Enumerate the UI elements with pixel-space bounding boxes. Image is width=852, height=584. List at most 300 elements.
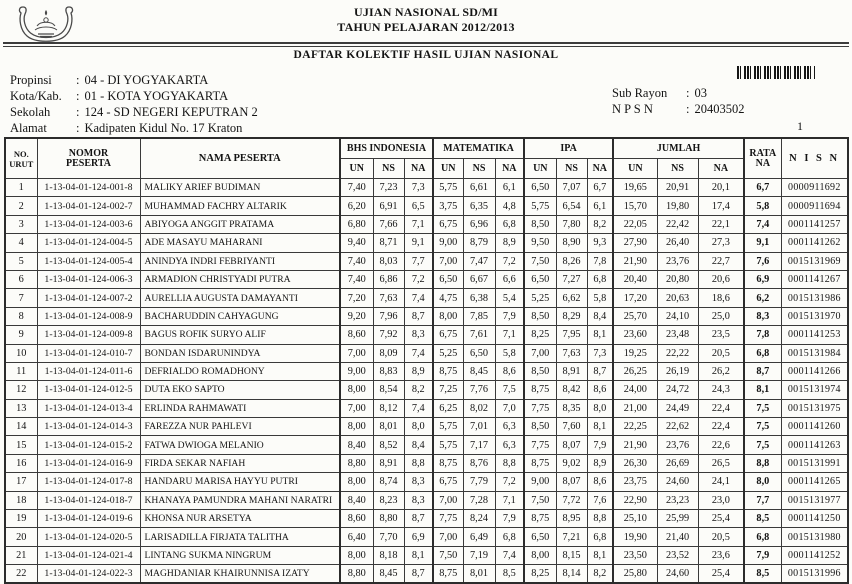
cell-jml-un: 17,20 — [613, 289, 657, 307]
cell-mat-ns: 7,76 — [463, 381, 495, 399]
cell-nama-peserta: BONDAN ISDARUNINDYA — [140, 344, 340, 362]
cell-mat-ns: 6,61 — [463, 179, 495, 197]
cell-bi-na: 8,7 — [404, 510, 433, 528]
cell-bi-ns: 8,45 — [373, 565, 404, 583]
cell-rata-na: 6,8 — [744, 344, 781, 362]
cell-mat-un: 6,25 — [433, 399, 463, 417]
cell-ipa-na: 6,8 — [587, 528, 613, 546]
cell-ipa-ns: 8,29 — [556, 307, 587, 325]
table-row — [5, 454, 848, 472]
cell-ipa-un: 6,50 — [524, 528, 556, 546]
cell-bi-ns: 8,74 — [373, 473, 404, 491]
cell-bi-na: 8,4 — [404, 436, 433, 454]
cell-nomor-peserta: 1-13-04-01-124-015-2 — [37, 436, 140, 454]
cell-mat-na: 4,8 — [495, 197, 524, 215]
cell-bi-ns: 7,66 — [373, 215, 404, 233]
table-row — [5, 491, 848, 509]
sub-header-bi-un: UN — [340, 159, 373, 179]
cell-bi-ns: 8,83 — [373, 362, 404, 380]
cell-rata-na: 6,7 — [744, 179, 781, 197]
cell-ipa-un: 8,50 — [524, 307, 556, 325]
cell-no-urut: 6 — [5, 270, 37, 288]
cell-ipa-ns: 6,62 — [556, 289, 587, 307]
col-group-matematika: MATEMATIKA — [433, 138, 524, 159]
cell-nomor-peserta: 1-13-04-01-124-014-3 — [37, 418, 140, 436]
cell-mat-un: 8,75 — [433, 454, 463, 472]
alamat-value: Kadipaten Kidul No. 17 Kraton — [84, 121, 243, 135]
table-row — [5, 344, 848, 362]
cell-nomor-peserta: 1-13-04-01-124-018-7 — [37, 491, 140, 509]
cell-mat-na: 6,8 — [495, 215, 524, 233]
cell-bi-un: 7,00 — [340, 344, 373, 362]
table-row — [5, 234, 848, 252]
cell-mat-ns: 8,76 — [463, 454, 495, 472]
cell-bi-ns: 8,09 — [373, 344, 404, 362]
cell-jml-un: 25,80 — [613, 565, 657, 583]
cell-nama-peserta: BACHARUDDIN CAHYAGUNG — [140, 307, 340, 325]
cell-mat-un: 7,25 — [433, 381, 463, 399]
info-row-subrayon — [612, 85, 744, 101]
cell-ipa-ns: 7,60 — [556, 418, 587, 436]
cell-bi-ns: 8,91 — [373, 454, 404, 472]
table-row — [5, 307, 848, 325]
cell-nomor-peserta: 1-13-04-01-124-016-9 — [37, 454, 140, 472]
cell-rata-na: 7,7 — [744, 491, 781, 509]
cell-jml-na: 26,2 — [698, 362, 744, 380]
cell-ipa-na: 8,2 — [587, 215, 613, 233]
cell-jml-na: 20,6 — [698, 270, 744, 288]
sub-header-jml-ns: NS — [657, 159, 698, 179]
cell-jml-na: 25,0 — [698, 307, 744, 325]
exam-title: UJIAN NASIONAL SD/MI — [353, 5, 499, 19]
info-row-sekolah — [10, 104, 258, 120]
page-number: 1 — [797, 119, 803, 133]
cell-bi-ns: 8,18 — [373, 546, 404, 564]
cell-nisn: 0001141266 — [781, 362, 848, 380]
results-body — [5, 179, 848, 584]
cell-ipa-na: 8,6 — [587, 473, 613, 491]
cell-bi-un: 8,00 — [340, 381, 373, 399]
cell-nama-peserta: FIRDA SEKAR NAFIAH — [140, 454, 340, 472]
cell-nomor-peserta: 1-13-04-01-124-004-5 — [37, 234, 140, 252]
cell-ipa-ns: 7,72 — [556, 491, 587, 509]
cell-mat-na: 5,8 — [495, 344, 524, 362]
cell-nama-peserta: DEFRIALDO ROMADHONY — [140, 362, 340, 380]
cell-mat-ns: 6,38 — [463, 289, 495, 307]
cell-jml-ns: 23,52 — [657, 546, 698, 564]
cell-nama-peserta: HANDARU MARISA HAYYU PUTRI — [140, 473, 340, 491]
col-header-rata-na: RATA NA — [744, 138, 781, 179]
cell-ipa-ns: 8,42 — [556, 381, 587, 399]
cell-bi-un: 7,00 — [340, 399, 373, 417]
cell-ipa-ns: 7,07 — [556, 179, 587, 197]
cell-nomor-peserta: 1-13-04-01-124-005-4 — [37, 252, 140, 270]
cell-ipa-ns: 8,26 — [556, 252, 587, 270]
cell-rata-na: 6,8 — [744, 528, 781, 546]
cell-jml-ns: 19,80 — [657, 197, 698, 215]
cell-bi-na: 8,9 — [404, 362, 433, 380]
cell-jml-un: 19,65 — [613, 179, 657, 197]
cell-rata-na: 7,5 — [744, 399, 781, 417]
cell-ipa-na: 8,1 — [587, 418, 613, 436]
school-info-block — [10, 72, 258, 136]
cell-no-urut: 9 — [5, 326, 37, 344]
cell-ipa-ns: 8,07 — [556, 436, 587, 454]
cell-rata-na: 8,8 — [744, 454, 781, 472]
cell-ipa-un: 7,75 — [524, 436, 556, 454]
cell-bi-un: 8,80 — [340, 565, 373, 583]
cell-mat-na: 7,1 — [495, 326, 524, 344]
cell-mat-un: 5,75 — [433, 179, 463, 197]
cell-bi-na: 8,1 — [404, 546, 433, 564]
cell-bi-un: 8,00 — [340, 418, 373, 436]
cell-nomor-peserta: 1-13-04-01-124-012-5 — [37, 381, 140, 399]
cell-rata-na: 8,1 — [744, 381, 781, 399]
cell-nama-peserta: DUTA EKO SAPTO — [140, 381, 340, 399]
cell-no-urut: 18 — [5, 491, 37, 509]
sub-header-bi-na: NA — [404, 159, 433, 179]
kota-label: Kota/Kab. — [10, 89, 62, 103]
cell-jml-un: 25,10 — [613, 510, 657, 528]
cell-bi-na: 8,8 — [404, 454, 433, 472]
cell-nisn: 0015131980 — [781, 528, 848, 546]
cell-bi-ns: 7,23 — [373, 179, 404, 197]
cell-ipa-ns: 8,07 — [556, 473, 587, 491]
cell-ipa-na: 7,9 — [587, 436, 613, 454]
cell-jml-na: 26,5 — [698, 454, 744, 472]
info-row-alamat — [10, 120, 258, 136]
cell-jml-na: 27,3 — [698, 234, 744, 252]
cell-rata-na: 8,0 — [744, 473, 781, 491]
sub-header-mat-ns: NS — [463, 159, 495, 179]
cell-ipa-un: 8,25 — [524, 565, 556, 583]
cell-jml-un: 19,25 — [613, 344, 657, 362]
cell-ipa-na: 8,6 — [587, 381, 613, 399]
cell-nama-peserta: ARMADION CHRISTYADI PUTRA — [140, 270, 340, 288]
cell-bi-ns: 7,96 — [373, 307, 404, 325]
sub-header-mat-un: UN — [433, 159, 463, 179]
cell-ipa-un: 8,75 — [524, 454, 556, 472]
cell-mat-ns: 6,49 — [463, 528, 495, 546]
cell-no-urut: 22 — [5, 565, 37, 583]
cell-no-urut: 12 — [5, 381, 37, 399]
cell-mat-ns: 7,79 — [463, 473, 495, 491]
cell-nomor-peserta: 1-13-04-01-124-019-6 — [37, 510, 140, 528]
cell-mat-na: 7,2 — [495, 252, 524, 270]
cell-ipa-ns: 8,15 — [556, 546, 587, 564]
cell-jml-ns: 23,76 — [657, 252, 698, 270]
cell-mat-ns: 6,35 — [463, 197, 495, 215]
cell-bi-na: 8,2 — [404, 381, 433, 399]
cell-mat-ns: 7,01 — [463, 418, 495, 436]
table-row — [5, 473, 848, 491]
cell-ipa-un: 8,75 — [524, 510, 556, 528]
cell-jml-na: 20,5 — [698, 528, 744, 546]
cell-ipa-un: 8,50 — [524, 362, 556, 380]
cell-nama-peserta: KHANAYA PAMUNDRA MAHANI NARATRI — [140, 491, 340, 509]
cell-ipa-na: 7,8 — [587, 252, 613, 270]
cell-ipa-un: 8,00 — [524, 546, 556, 564]
cell-bi-un: 9,20 — [340, 307, 373, 325]
cell-bi-ns: 8,52 — [373, 436, 404, 454]
cell-mat-ns: 6,50 — [463, 344, 495, 362]
cell-nisn: 0001141262 — [781, 234, 848, 252]
cell-ipa-ns: 8,91 — [556, 362, 587, 380]
cell-jml-na: 24,3 — [698, 381, 744, 399]
cell-mat-na: 7,9 — [495, 510, 524, 528]
cell-nomor-peserta: 1-13-04-01-124-013-4 — [37, 399, 140, 417]
cell-no-urut: 3 — [5, 215, 37, 233]
cell-bi-un: 8,00 — [340, 473, 373, 491]
cell-ipa-na: 5,8 — [587, 289, 613, 307]
cell-nama-peserta: MAGHDANIAR KHAIRUNNISA IZATY — [140, 565, 340, 583]
cell-bi-na: 6,9 — [404, 528, 433, 546]
table-row — [5, 418, 848, 436]
cell-ipa-un: 8,75 — [524, 381, 556, 399]
cell-bi-un: 8,40 — [340, 491, 373, 509]
cell-no-urut: 15 — [5, 436, 37, 454]
cell-mat-ns: 7,17 — [463, 436, 495, 454]
info-row-propinsi — [10, 72, 258, 88]
propinsi-value: 04 - DI YOGYAKARTA — [84, 73, 209, 87]
document-title — [0, 5, 852, 35]
cell-no-urut: 20 — [5, 528, 37, 546]
col-header-nisn: N I S N — [781, 138, 848, 179]
alamat-label: Alamat — [10, 121, 47, 135]
cell-jml-na: 18,6 — [698, 289, 744, 307]
cell-jml-ns: 22,22 — [657, 344, 698, 362]
separator: : — [76, 105, 80, 119]
cell-rata-na: 8,5 — [744, 510, 781, 528]
cell-jml-na: 23,0 — [698, 491, 744, 509]
cell-ipa-ns: 6,54 — [556, 197, 587, 215]
cell-jml-ns: 24,49 — [657, 399, 698, 417]
cell-jml-un: 25,70 — [613, 307, 657, 325]
cell-bi-ns: 8,54 — [373, 381, 404, 399]
cell-nama-peserta: FAREZZA NUR PAHLEVI — [140, 418, 340, 436]
npsn-value: 20403502 — [694, 102, 745, 116]
cell-bi-un: 7,40 — [340, 270, 373, 288]
col-group-ipa: IPA — [524, 138, 613, 159]
cell-jml-ns: 24,72 — [657, 381, 698, 399]
cell-no-urut: 7 — [5, 289, 37, 307]
cell-ipa-un: 8,50 — [524, 418, 556, 436]
cell-ipa-na: 6,8 — [587, 270, 613, 288]
table-row — [5, 289, 848, 307]
document-subtitle: DAFTAR KOLEKTIF HASIL UJIAN NASIONAL — [293, 49, 559, 61]
cell-nama-peserta: KHONSA NUR ARSETYA — [140, 510, 340, 528]
cell-mat-na: 8,5 — [495, 565, 524, 583]
cell-jml-ns: 23,48 — [657, 326, 698, 344]
table-row — [5, 197, 848, 215]
cell-nama-peserta: ADE MASAYU MAHARANI — [140, 234, 340, 252]
cell-mat-un: 7,00 — [433, 528, 463, 546]
subrayon-label: Sub Rayon — [612, 86, 668, 100]
cell-mat-un: 3,75 — [433, 197, 463, 215]
cell-ipa-un: 8,25 — [524, 326, 556, 344]
cell-no-urut: 21 — [5, 546, 37, 564]
rayon-info-block — [612, 85, 744, 117]
cell-jml-un: 26,25 — [613, 362, 657, 380]
cell-jml-un: 24,00 — [613, 381, 657, 399]
cell-ipa-un: 7,50 — [524, 252, 556, 270]
cell-jml-ns: 21,40 — [657, 528, 698, 546]
cell-mat-un: 5,75 — [433, 436, 463, 454]
cell-bi-un: 8,00 — [340, 546, 373, 564]
cell-bi-un: 6,20 — [340, 197, 373, 215]
cell-jml-un: 21,90 — [613, 252, 657, 270]
cell-ipa-un: 5,75 — [524, 197, 556, 215]
cell-nomor-peserta: 1-13-04-01-124-022-3 — [37, 565, 140, 583]
cell-mat-na: 6,8 — [495, 528, 524, 546]
cell-rata-na: 6,9 — [744, 270, 781, 288]
cell-no-urut: 4 — [5, 234, 37, 252]
cell-ipa-na: 8,7 — [587, 362, 613, 380]
cell-bi-ns: 6,91 — [373, 197, 404, 215]
cell-bi-ns: 8,23 — [373, 491, 404, 509]
cell-ipa-ns: 7,95 — [556, 326, 587, 344]
cell-rata-na: 8,3 — [744, 307, 781, 325]
col-header-nama-peserta: NAMA PESERTA — [140, 138, 340, 179]
cell-nisn: 0000911692 — [781, 179, 848, 197]
cell-nomor-peserta: 1-13-04-01-124-006-3 — [37, 270, 140, 288]
cell-jml-na: 25,4 — [698, 510, 744, 528]
cell-nomor-peserta: 1-13-04-01-124-017-8 — [37, 473, 140, 491]
cell-nama-peserta: FATWA DWIOGA MELANIO — [140, 436, 340, 454]
cell-ipa-ns: 9,02 — [556, 454, 587, 472]
table-header — [5, 138, 848, 179]
cell-no-urut: 16 — [5, 454, 37, 472]
cell-jml-na: 23,5 — [698, 326, 744, 344]
cell-ipa-ns: 7,21 — [556, 528, 587, 546]
cell-nama-peserta: LARISADILLA FIRJATA TALITHA — [140, 528, 340, 546]
cell-nisn: 0015131970 — [781, 307, 848, 325]
separator: : — [76, 73, 80, 87]
cell-nisn: 0001141250 — [781, 510, 848, 528]
table-row — [5, 436, 848, 454]
cell-bi-na: 8,3 — [404, 473, 433, 491]
cell-bi-un: 6,40 — [340, 528, 373, 546]
cell-mat-un: 8,75 — [433, 362, 463, 380]
cell-nomor-peserta: 1-13-04-01-124-002-7 — [37, 197, 140, 215]
cell-rata-na: 8,7 — [744, 362, 781, 380]
separator: : — [76, 89, 80, 103]
cell-mat-na: 8,9 — [495, 234, 524, 252]
table-row — [5, 179, 848, 197]
cell-jml-un: 23,60 — [613, 326, 657, 344]
cell-nomor-peserta: 1-13-04-01-124-003-6 — [37, 215, 140, 233]
cell-no-urut: 14 — [5, 418, 37, 436]
cell-jml-ns: 26,40 — [657, 234, 698, 252]
cell-mat-un: 8,75 — [433, 565, 463, 583]
cell-ipa-un: 7,00 — [524, 344, 556, 362]
cell-bi-ns: 8,12 — [373, 399, 404, 417]
cell-jml-ns: 24,10 — [657, 307, 698, 325]
col-group-jumlah: JUMLAH — [613, 138, 744, 159]
cell-jml-na: 22,4 — [698, 399, 744, 417]
cell-jml-un: 21,00 — [613, 399, 657, 417]
cell-ipa-ns: 7,63 — [556, 344, 587, 362]
cell-nama-peserta: LINTANG SUKMA NINGRUM — [140, 546, 340, 564]
info-row-npsn — [612, 101, 744, 117]
cell-nisn: 0001141265 — [781, 473, 848, 491]
sub-header-jml-un: UN — [613, 159, 657, 179]
cell-jml-na: 22,6 — [698, 436, 744, 454]
cell-mat-un: 6,50 — [433, 270, 463, 288]
cell-ipa-na: 8,1 — [587, 326, 613, 344]
cell-jml-ns: 22,62 — [657, 418, 698, 436]
cell-mat-ns: 7,85 — [463, 307, 495, 325]
cell-nisn: 0000911694 — [781, 197, 848, 215]
col-header-nomor-peserta: NOMOR PESERTA — [37, 138, 140, 179]
cell-mat-ns: 6,96 — [463, 215, 495, 233]
cell-jml-un: 22,25 — [613, 418, 657, 436]
cell-mat-na: 7,2 — [495, 473, 524, 491]
cell-bi-na: 8,3 — [404, 491, 433, 509]
cell-no-urut: 2 — [5, 197, 37, 215]
cell-ipa-na: 8,1 — [587, 546, 613, 564]
cell-nomor-peserta: 1-13-04-01-124-021-4 — [37, 546, 140, 564]
cell-mat-na: 6,3 — [495, 436, 524, 454]
sekolah-value: 124 - SD NEGERI KEPUTRAN 2 — [84, 105, 258, 119]
cell-mat-ns: 8,02 — [463, 399, 495, 417]
cell-nama-peserta: AURELLIA AUGUSTA DAMAYANTI — [140, 289, 340, 307]
cell-bi-ns: 8,01 — [373, 418, 404, 436]
cell-nomor-peserta: 1-13-04-01-124-010-7 — [37, 344, 140, 362]
cell-mat-na: 7,5 — [495, 381, 524, 399]
cell-jml-ns: 20,80 — [657, 270, 698, 288]
cell-mat-na: 8,8 — [495, 454, 524, 472]
cell-nisn: 0015131975 — [781, 399, 848, 417]
cell-jml-na: 23,6 — [698, 546, 744, 564]
cell-bi-na: 8,7 — [404, 307, 433, 325]
table-row — [5, 565, 848, 583]
cell-nama-peserta: ANINDYA INDRI FEBRIYANTI — [140, 252, 340, 270]
cell-nisn: 0015131984 — [781, 344, 848, 362]
cell-bi-na: 6,5 — [404, 197, 433, 215]
cell-mat-na: 7,0 — [495, 399, 524, 417]
cell-mat-un: 4,75 — [433, 289, 463, 307]
cell-bi-ns: 7,70 — [373, 528, 404, 546]
cell-jml-un: 26,30 — [613, 454, 657, 472]
cell-bi-na: 7,3 — [404, 179, 433, 197]
barcode — [737, 66, 815, 79]
cell-rata-na: 7,9 — [744, 546, 781, 564]
sub-header-ipa-na: NA — [587, 159, 613, 179]
cell-bi-na: 7,2 — [404, 270, 433, 288]
cell-nama-peserta: MUHAMMAD FACHRY ALTARIK — [140, 197, 340, 215]
cell-jml-ns: 25,99 — [657, 510, 698, 528]
cell-nisn: 0001141263 — [781, 436, 848, 454]
cell-bi-na: 8,7 — [404, 565, 433, 583]
cell-mat-ns: 8,24 — [463, 510, 495, 528]
cell-mat-ns: 7,61 — [463, 326, 495, 344]
cell-jml-ns: 24,60 — [657, 565, 698, 583]
cell-rata-na: 7,5 — [744, 418, 781, 436]
cell-bi-na: 7,4 — [404, 344, 433, 362]
cell-jml-ns: 26,69 — [657, 454, 698, 472]
cell-bi-un: 7,40 — [340, 252, 373, 270]
cell-nama-peserta: BAGUS ROFIK SURYO ALIF — [140, 326, 340, 344]
cell-ipa-na: 8,0 — [587, 399, 613, 417]
cell-nama-peserta: MALIKY ARIEF BUDIMAN — [140, 179, 340, 197]
cell-mat-na: 7,9 — [495, 307, 524, 325]
cell-ipa-un: 6,50 — [524, 270, 556, 288]
cell-ipa-ns: 8,35 — [556, 399, 587, 417]
cell-nisn: 0015131974 — [781, 381, 848, 399]
cell-mat-ns: 7,47 — [463, 252, 495, 270]
cell-nomor-peserta: 1-13-04-01-124-007-2 — [37, 289, 140, 307]
